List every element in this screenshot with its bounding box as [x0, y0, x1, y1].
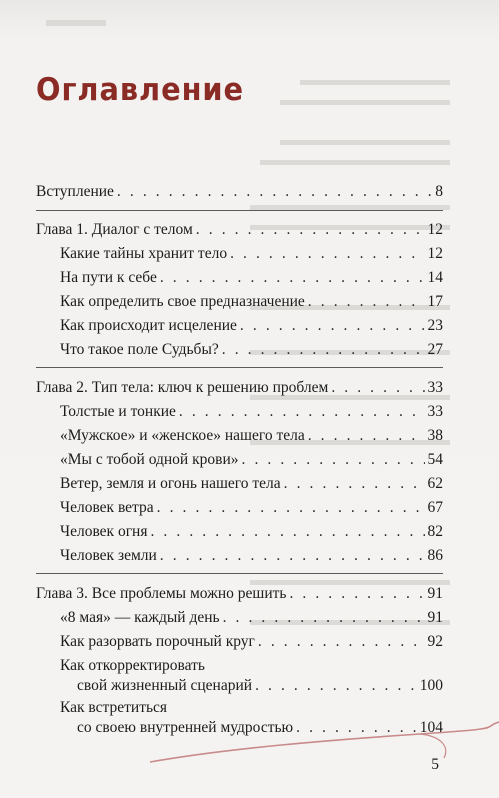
- leader-dots: [223, 608, 425, 628]
- toc-section: [60, 474, 443, 494]
- leader-dots: [255, 676, 417, 696]
- section-label: Человек ветра: [60, 499, 154, 516]
- section-label: со своею внутренней мудростью: [77, 719, 294, 736]
- page-number: 5: [431, 756, 439, 773]
- section-page: 100: [419, 677, 443, 694]
- section-page: 23: [427, 317, 443, 334]
- leader-dots: [331, 378, 424, 398]
- toc-section: [60, 498, 443, 518]
- section-page: 12: [427, 245, 443, 262]
- toc-chapter-1: [36, 220, 443, 240]
- section-page: 67: [427, 499, 443, 516]
- leader-dots: [308, 292, 425, 312]
- toc-section: [60, 268, 443, 288]
- section-label: Человек огня: [60, 523, 148, 540]
- leader-dots: [289, 584, 424, 604]
- toc-section: [60, 244, 443, 264]
- leader-dots: [242, 450, 425, 470]
- section-page: 27: [427, 341, 443, 358]
- section-page: 38: [427, 427, 443, 444]
- section-page: 91: [427, 609, 443, 626]
- toc-section: [60, 522, 443, 542]
- section-label: свой жизненный сценарий: [77, 677, 253, 694]
- section-label: Как разорвать порочный круг: [60, 633, 255, 650]
- toc-section: [60, 402, 443, 422]
- toc-section: [60, 292, 443, 312]
- leader-dots: [157, 498, 425, 518]
- toc-section: [60, 632, 443, 652]
- toc-section: [60, 340, 443, 360]
- toc-entry-label: Вступление: [36, 183, 114, 200]
- toc-entry-page: 8: [435, 183, 443, 200]
- leader-dots: [196, 220, 425, 240]
- leader-dots: [179, 402, 425, 422]
- toc-section: [60, 546, 443, 566]
- section-label: Ветер, земля и огонь нашего тела: [60, 475, 281, 492]
- toc-section: [60, 450, 443, 470]
- leader-dots: [240, 316, 425, 336]
- section-page: 14: [427, 269, 443, 286]
- leader-dots: [230, 244, 424, 264]
- leader-dots: [150, 522, 424, 542]
- section-page: 62: [427, 475, 443, 492]
- chapter-label: Глава 3. Все проблемы можно решить: [36, 585, 287, 602]
- leader-dots: [160, 546, 425, 566]
- section-label: «Мы с тобой одной крови»: [60, 451, 239, 468]
- decorative-swoosh: [0, 700, 499, 780]
- leader-dots: [258, 632, 425, 652]
- toc-section: [60, 316, 443, 336]
- section-page: 104: [419, 719, 443, 736]
- section-label: Какие тайны хранит тело: [60, 245, 228, 262]
- section-page: 92: [427, 633, 443, 650]
- toc-chapter-2: [36, 378, 443, 398]
- section-label: Толстые и тонкие: [60, 403, 176, 420]
- section-label-line1: Как встретиться: [60, 699, 168, 716]
- section-page: 33: [427, 403, 443, 420]
- section-label: Как происходит исцеление: [60, 317, 237, 334]
- divider: [36, 210, 443, 211]
- toc-entry-intro: [36, 182, 443, 202]
- chapter-label: Глава 1. Диалог с телом: [36, 221, 193, 238]
- chapter-page: 33: [427, 379, 443, 396]
- toc-chapter-3: [36, 584, 443, 604]
- section-label: Как определить свое предназначение: [60, 293, 305, 310]
- divider: [36, 367, 443, 368]
- page-title: Оглавление: [36, 72, 245, 108]
- toc-section: [60, 608, 443, 628]
- chapter-page: 12: [427, 221, 443, 238]
- leader-dots: [117, 182, 432, 202]
- section-label-line1: Как откорректировать: [60, 657, 205, 674]
- leader-dots: [160, 268, 425, 288]
- leader-dots: [308, 426, 425, 446]
- section-page: 17: [427, 293, 443, 310]
- leader-dots: [284, 474, 425, 494]
- section-label: На пути к себе: [60, 269, 157, 286]
- toc-section: [60, 426, 443, 446]
- section-page: 86: [427, 547, 443, 564]
- chapter-label: Глава 2. Тип тела: ключ к решению проблем: [36, 379, 329, 396]
- section-page: 82: [427, 523, 443, 540]
- section-label: «Мужское» и «женское» нашего тела: [60, 427, 305, 444]
- section-label: Что такое поле Судьбы?: [60, 341, 219, 358]
- section-label: «8 мая» — каждый день: [60, 609, 220, 626]
- divider: [36, 573, 443, 574]
- leader-dots: [222, 340, 425, 360]
- toc-section: [77, 676, 443, 696]
- section-label: Человек земли: [60, 547, 157, 564]
- chapter-page: 91: [427, 585, 443, 602]
- section-page: 54: [427, 451, 443, 468]
